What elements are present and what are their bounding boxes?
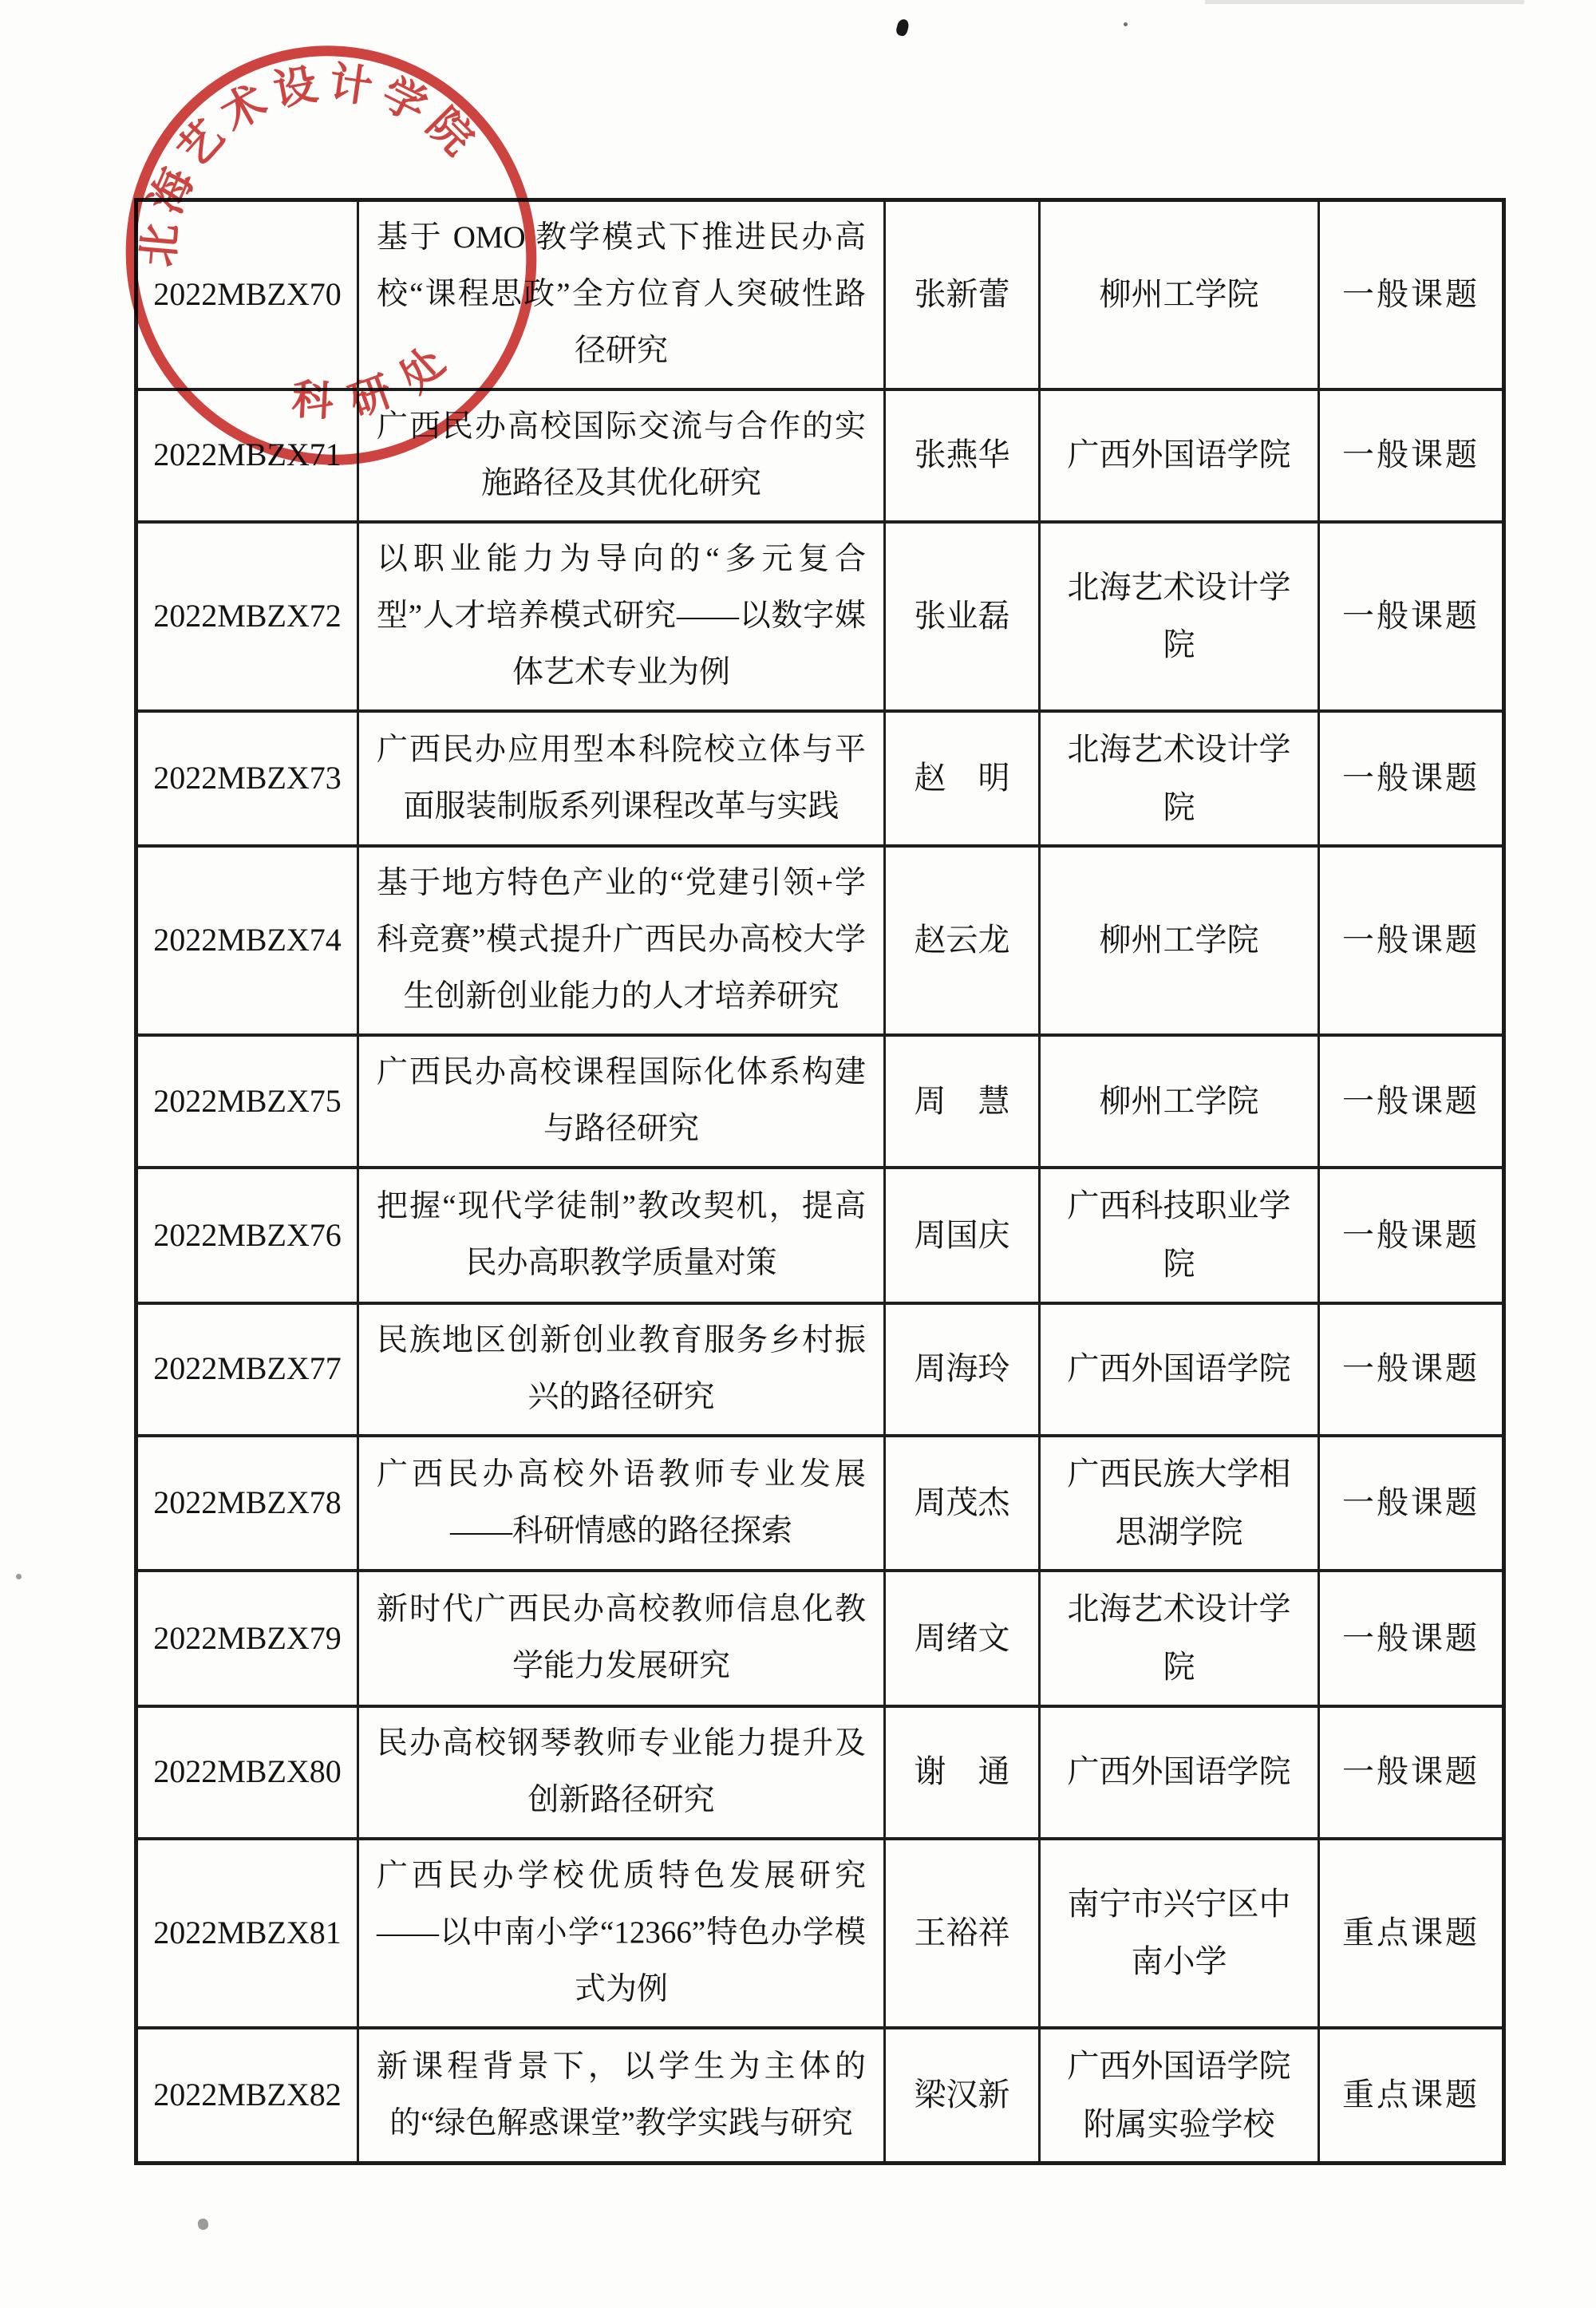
project-title-cell: 广西民办应用型本科院校立体与平面服装制版系列课程改革与实践 (358, 711, 885, 847)
project-id-cell: 2022MBZX73 (136, 711, 358, 847)
project-id-cell: 2022MBZX70 (136, 200, 358, 389)
category-cell: 一般课题 (1319, 1168, 1504, 1303)
category-cell: 重点课题 (1319, 1839, 1504, 2028)
leader-cell: 张燕华 (885, 389, 1040, 522)
scan-artifact-mark (895, 18, 911, 38)
category-cell: 一般课题 (1319, 1035, 1504, 1168)
seal-bottom-text: 科研处 (290, 324, 470, 427)
project-title-cell: 基于 OMO 教学模式下推进民办高校“课程思政”全方位育人突破性路径研究 (358, 200, 885, 389)
table-row (136, 522, 1504, 711)
table-row (136, 711, 1504, 847)
leader-cell: 张新蕾 (885, 200, 1040, 389)
scan-artifact-dot (1124, 22, 1128, 26)
project-title-cell: 广西民办高校国际交流与合作的实施路径及其优化研究 (358, 389, 885, 522)
table-row (136, 1035, 1504, 1168)
leader-cell: 张业磊 (885, 522, 1040, 711)
project-id-cell: 2022MBZX75 (136, 1035, 358, 1168)
project-id-cell: 2022MBZX71 (136, 389, 358, 522)
project-title-cell: 民族地区创新创业教育服务乡村振兴的路径研究 (358, 1303, 885, 1436)
projects-table-body (136, 200, 1504, 2164)
institution-cell: 北海艺术设计学院 (1040, 1571, 1319, 1706)
institution-cell: 广西科技职业学院 (1040, 1168, 1319, 1303)
project-title-cell: 广西民办学校优质特色发展研究——以中南小学“12366”特色办学模式为例 (358, 1839, 885, 2028)
projects-table (134, 198, 1506, 2165)
table-row (136, 200, 1504, 389)
table-row (136, 1303, 1504, 1436)
table-row (136, 1436, 1504, 1571)
category-cell: 一般课题 (1319, 389, 1504, 522)
table-row (136, 1839, 1504, 2028)
project-title-cell: 广西民办高校外语教师专业发展——科研情感的路径探索 (358, 1436, 885, 1571)
institution-cell: 柳州工学院 (1040, 200, 1319, 389)
project-id-cell: 2022MBZX72 (136, 522, 358, 711)
table-row (136, 1571, 1504, 1706)
table-row (136, 846, 1504, 1035)
table-row (136, 2028, 1504, 2164)
category-cell: 一般课题 (1319, 200, 1504, 389)
leader-cell: 梁汉新 (885, 2028, 1040, 2164)
institution-cell: 北海艺术设计学院 (1040, 522, 1319, 711)
project-id-cell: 2022MBZX78 (136, 1436, 358, 1571)
leader-cell: 周茂杰 (885, 1436, 1040, 1571)
project-id-cell: 2022MBZX76 (136, 1168, 358, 1303)
category-cell: 一般课题 (1319, 1571, 1504, 1706)
category-cell: 一般课题 (1319, 522, 1504, 711)
category-cell: 一般课题 (1319, 711, 1504, 847)
project-title-cell: 广西民办高校课程国际化体系构建与路径研究 (358, 1035, 885, 1168)
project-id-cell: 2022MBZX81 (136, 1839, 358, 2028)
project-title-cell: 以职业能力为导向的“多元复合型”人才培养模式研究——以数字媒体艺术专业为例 (358, 522, 885, 711)
project-id-cell: 2022MBZX77 (136, 1303, 358, 1436)
project-title-cell: 基于地方特色产业的“党建引领+学科竞赛”模式提升广西民办高校大学生创新创业能力的人才培养研究 (358, 846, 885, 1035)
category-cell: 一般课题 (1319, 1436, 1504, 1571)
table-row (136, 1168, 1504, 1303)
institution-cell: 广西外国语学院 (1040, 1706, 1319, 1839)
project-id-cell: 2022MBZX74 (136, 846, 358, 1035)
project-title-cell: 把握“现代学徒制”教改契机，提高民办高职教学质量对策 (358, 1168, 885, 1303)
leader-cell: 赵云龙 (885, 846, 1040, 1035)
institution-cell: 广西外国语学院附属实验学校 (1040, 2028, 1319, 2164)
leader-cell: 周 慧 (885, 1035, 1040, 1168)
institution-cell: 广西外国语学院 (1040, 389, 1319, 522)
project-id-cell: 2022MBZX79 (136, 1571, 358, 1706)
table-row (136, 389, 1504, 522)
project-id-cell: 2022MBZX82 (136, 2028, 358, 2164)
institution-cell: 柳州工学院 (1040, 846, 1319, 1035)
scan-artifact-dot (16, 1574, 22, 1579)
leader-cell: 周绪文 (885, 1571, 1040, 1706)
institution-cell: 北海艺术设计学院 (1040, 711, 1319, 847)
institution-cell: 广西民族大学相思湖学院 (1040, 1436, 1319, 1571)
scan-artifact-dot (197, 2218, 210, 2231)
leader-cell: 赵 明 (885, 711, 1040, 847)
table-row (136, 1706, 1504, 1839)
institution-cell: 南宁市兴宁区中南小学 (1040, 1839, 1319, 2028)
category-cell: 重点课题 (1319, 2028, 1504, 2164)
leader-cell: 周海玲 (885, 1303, 1040, 1436)
category-cell: 一般课题 (1319, 846, 1504, 1035)
institution-cell: 柳州工学院 (1040, 1035, 1319, 1168)
project-title-cell: 民办高校钢琴教师专业能力提升及创新路径研究 (358, 1706, 885, 1839)
leader-cell: 王裕祥 (885, 1839, 1040, 2028)
project-title-cell: 新时代广西民办高校教师信息化教学能力发展研究 (358, 1571, 885, 1706)
leader-cell: 谢 通 (885, 1706, 1040, 1839)
project-title-cell: 新课程背景下，以学生为主体的的“绿色解惑课堂”教学实践与研究 (358, 2028, 885, 2164)
project-id-cell: 2022MBZX80 (136, 1706, 358, 1839)
seal-ring-text: 北海艺术设计学院 (134, 58, 488, 269)
category-cell: 一般课题 (1319, 1706, 1504, 1839)
institution-cell: 广西外国语学院 (1040, 1303, 1319, 1436)
leader-cell: 周国庆 (885, 1168, 1040, 1303)
scan-artifact-smudge (1205, 0, 1524, 4)
category-cell: 一般课题 (1319, 1303, 1504, 1436)
